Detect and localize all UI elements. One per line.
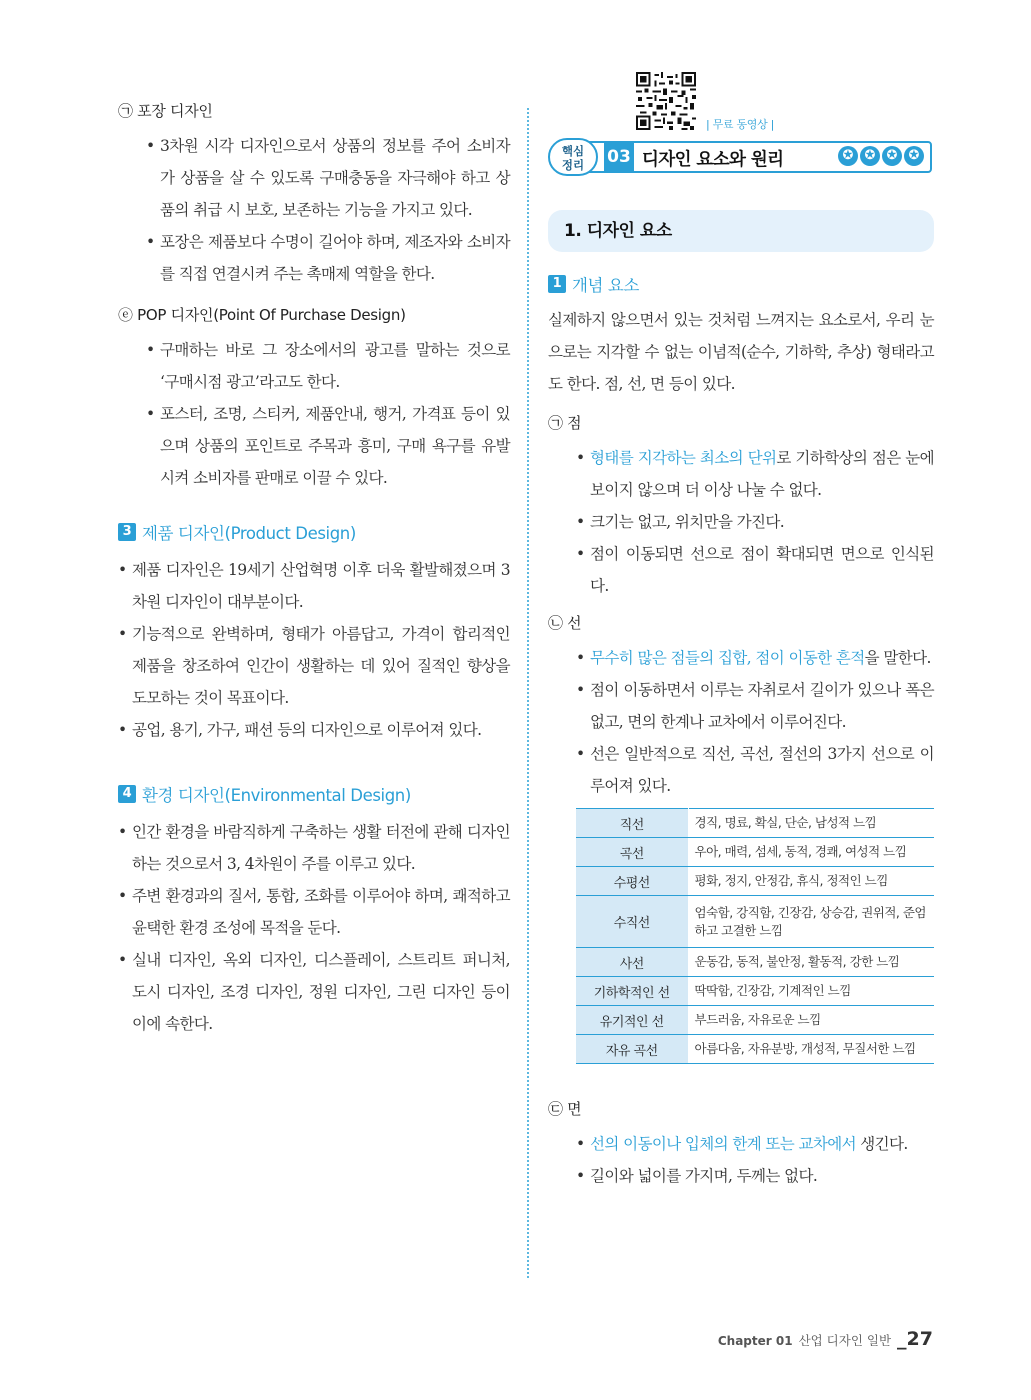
page-footer — [718, 1328, 933, 1350]
point-heading: ㉠ 점 — [548, 414, 582, 432]
concept-elements-paragraph: 실제하지 않으면서 있는 것처럼 느껴지는 요소로서, 우리 눈으로는 지각할 수 없는 이념적(순수, 기하학, 추상) 형태라고도 한다. 점, 선, 면 등이 있다. — [548, 311, 934, 393]
plane-list — [548, 1128, 934, 1192]
section-number-badge: 1 — [548, 275, 566, 293]
column-divider — [527, 108, 529, 1278]
right-body — [548, 210, 934, 1206]
highlight-text: 무수히 많은 점들의 집합, 점이 이동한 흔적 — [590, 649, 865, 667]
core-title: 디자인 요소와 원리 — [642, 150, 784, 170]
star-icon: ✪ — [860, 146, 880, 166]
importance-rating — [838, 146, 924, 166]
table-key: 수직선 — [576, 896, 688, 948]
line-types-table — [576, 808, 934, 1064]
badge-line: 핵심 — [561, 144, 585, 158]
list-item: • 선은 일반적으로 직선, 곡선, 절선의 3가지 선으로 이루어져 있다. — [576, 738, 934, 802]
list-item: • 기능적으로 완벽하며, 형태가 아름답고, 가격이 합리적인 제품을 창조하여 인간이 생활하는 데 있어 질적인 향상을 도모하는 것이 목표이다. — [118, 618, 510, 714]
qr-code-icon[interactable] — [636, 72, 696, 130]
table-value: 아름다움, 자유분방, 개성적, 무질서한 느낌 — [688, 1035, 934, 1064]
table-value: 평화, 정지, 안정감, 휴식, 정적인 느낌 — [688, 867, 934, 896]
list-item: • 공업, 용기, 가구, 패션 등의 디자인으로 이루어져 있다. — [118, 714, 510, 746]
list-item: • 포장은 제품보다 수명이 길어야 하며, 제조자와 소비자를 직접 연결시켜 주는 촉매제 역할을 한다. — [146, 226, 510, 290]
table-row — [576, 977, 934, 1006]
packaging-design-list — [118, 130, 510, 290]
list-item: • 길이와 넓이를 가지며, 두께는 없다. — [576, 1160, 934, 1192]
list-item: • 3차원 시각 디자인으로서 상품의 정보를 주어 소비자가 상품을 살 수 있도록 구매충동을 자극해야 하고 상품의 취급 시 보호, 보존하는 기능을 가지고 있다. — [146, 130, 510, 226]
list-item: • 제품 디자인은 19세기 산업혁명 이후 더욱 활발해졌으며 3차원 디자인이 대부분이다. — [118, 554, 510, 618]
list-item-text: 로 기하학상의 점은 눈에 보이지 않으며 더 이상 나눌 수 없다. — [590, 449, 934, 499]
pop-design-list — [118, 334, 510, 494]
list-item: • 점이 이동하면서 이루는 자취로서 길이가 있으나 폭은 없고, 면의 한계나 교차에서 이루어진다. — [576, 674, 934, 738]
section-number-badge: 4 — [118, 785, 136, 803]
list-item: • 포스터, 조명, 스티커, 제품안내, 행거, 가격표 등이 있으며 상품의 포인트로 주목과 흥미, 구매 욕구를 유발시켜 소비자를 판매로 이끌 수 있다. — [146, 398, 510, 494]
table-row — [576, 896, 934, 948]
table-row — [576, 867, 934, 896]
design-elements-heading: 1. 디자인 요소 — [548, 210, 934, 252]
table-row — [576, 948, 934, 977]
section-title: 개념 요소 — [572, 276, 640, 295]
star-icon: ✪ — [882, 146, 902, 166]
star-icon: ✪ — [904, 146, 924, 166]
list-item — [576, 442, 934, 506]
table-key: 곡선 — [576, 838, 688, 867]
table-key: 기하학적인 선 — [576, 977, 688, 1006]
list-item — [576, 1128, 934, 1160]
table-value: 엄숙함, 강직함, 긴장감, 상승감, 권위적, 준엄하고 고결한 느낌 — [688, 896, 934, 948]
table-value: 우아, 매력, 섬세, 동적, 경쾌, 여성적 느낌 — [688, 838, 934, 867]
core-summary-bar — [578, 141, 932, 173]
page-number: _27 — [897, 1328, 933, 1350]
list-item: • 구매하는 바로 그 장소에서의 광고를 말하는 것으로 ‘구매시점 광고’라고도 한다. — [146, 334, 510, 398]
list-item: • 점이 이동되면 선으로 점이 확대되면 면으로 인식된다. — [576, 538, 934, 602]
table-row — [576, 838, 934, 867]
footer-chapter: Chapter 01 — [717, 1334, 793, 1348]
list-item: • 주변 환경과의 질서, 통합, 조화를 이루어야 하며, 쾌적하고 윤택한 환경 조성에 목적을 둔다. — [118, 880, 510, 944]
table-value: 경직, 명료, 확실, 단순, 남성적 느낌 — [688, 809, 934, 838]
product-design-heading — [118, 520, 510, 544]
star-icon: ✪ — [838, 146, 858, 166]
left-column — [118, 100, 510, 1054]
table-value: 부드러움, 자유로운 느낌 — [688, 1006, 934, 1035]
table-key: 자유 곡선 — [576, 1035, 688, 1064]
table-key: 사선 — [576, 948, 688, 977]
table-key: 수평선 — [576, 867, 688, 896]
list-item — [576, 642, 934, 674]
list-item: • 실내 디자인, 옥외 디자인, 디스플레이, 스트리트 퍼니처, 도시 디자인, 조경 디자인, 정원 디자인, 그린 디자인 등이 이에 속한다. — [118, 944, 510, 1040]
list-item-text: 을 말한다. — [864, 649, 931, 667]
pop-design-heading: ⓔ POP 디자인(Point Of Purchase Design) — [118, 306, 406, 324]
core-summary-banner — [548, 138, 934, 176]
table-row — [576, 809, 934, 838]
section-title: 제품 디자인(Product Design) — [142, 524, 356, 543]
highlight-text: 형태를 지각하는 최소의 단위 — [590, 449, 777, 467]
list-item: • 크기는 없고, 위치만을 가진다. — [576, 506, 934, 538]
line-heading: ㉡ 선 — [548, 614, 582, 632]
concept-elements-heading — [548, 272, 934, 296]
footer-title: 산업 디자인 일반 — [798, 1333, 892, 1348]
environmental-design-list — [118, 816, 510, 1040]
table-key: 유기적인 선 — [576, 1006, 688, 1035]
section-title: 환경 디자인(Environmental Design) — [142, 786, 411, 805]
table-value: 운동감, 동적, 불안정, 활동적, 강한 느낌 — [688, 948, 934, 977]
table-row — [576, 1035, 934, 1064]
section-number-badge: 3 — [118, 523, 136, 541]
free-video-caption[interactable]: | 무료 동영상 | — [706, 118, 775, 131]
core-summary-badge — [548, 138, 598, 176]
table-value: 딱딱함, 긴장감, 기계적인 느낌 — [688, 977, 934, 1006]
table-row — [576, 1006, 934, 1035]
line-list — [548, 642, 934, 802]
point-list — [548, 442, 934, 602]
packaging-design-heading: ㉠ 포장 디자인 — [118, 102, 213, 120]
list-item: • 인간 환경을 바람직하게 구축하는 생활 터전에 관해 디자인하는 것으로서 3, 4차원이 주를 이루고 있다. — [118, 816, 510, 880]
environmental-design-heading — [118, 782, 510, 806]
product-design-list — [118, 554, 510, 746]
table-key: 직선 — [576, 809, 688, 838]
highlight-text: 선의 이동이나 입체의 한계 또는 교차에서 — [590, 1135, 856, 1153]
plane-heading: ㉢ 면 — [548, 1100, 582, 1118]
core-number: 03 — [604, 143, 634, 171]
list-item-text: 생긴다. — [855, 1135, 908, 1153]
badge-line: 정리 — [561, 158, 585, 172]
